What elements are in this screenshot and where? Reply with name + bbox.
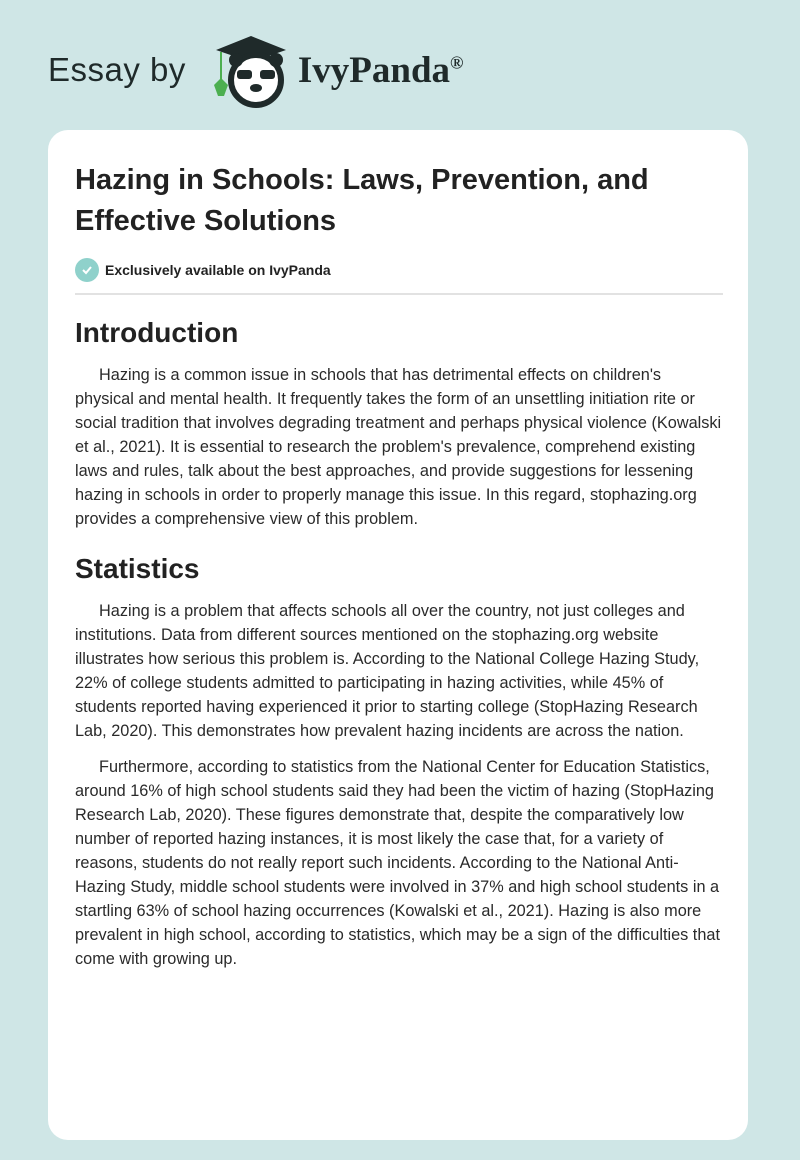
- check-icon: [75, 258, 99, 282]
- exclusive-badge: [75, 258, 723, 282]
- divider: [75, 293, 723, 295]
- section-heading: Introduction: [75, 317, 239, 348]
- essay-card: [48, 130, 748, 1140]
- ivypanda-logo-icon: [206, 30, 296, 110]
- brand-name: IvyPanda®: [297, 49, 464, 91]
- section-heading: Statistics: [75, 553, 200, 584]
- paragraph: Furthermore, according to statistics from the National Center for Education Statistics, around 16% of high school students said they had been the victim of hazing (StopHazing Research Lab, 2020). These figures demonstrate that, despite the comparatively low number of reported hazing instances, it is most likely the case that, for a variety of reasons, students do not really report such incidents. According to the National Anti-Hazing Study, middle school students were involved in 37% and high school students in a startling 63% of school hazing occurrences (Kowalski et al., 2021). Hazing is also more prevalent in high school, according to statistics, which may be a sign of the difficulties that come with growing up.: [75, 758, 720, 968]
- paragraph: Hazing is a common issue in schools that has detrimental effects on children's physical and mental health. It frequently takes the form of an unsettling initiation rite or social tradition that involves degrading treatment and perhaps physical violence (Kowalski et al., 2021). It is essential to research the problem's prevalence, comprehend existing laws and rules, talk about the best approaches, and provide suggestions for lessening hazing in schools in order to properly manage this issue. In this regard, stophazing.org provides a comprehensive view of this problem.: [75, 366, 722, 528]
- paragraph: Hazing is a problem that affects schools all over the country, not just colleges and institutions. Data from different sources mentioned on the stophazing.org website illustrates how serious this problem is. According to the National College Hazing Study, 22% of college students admitted to participating in hazing activities, while 45% of students reported having experienced it prior to starting college (StopHazing Research Lab, 2020). This demonstrates how prevalent hazing incidents are across the nation.: [75, 602, 700, 740]
- page-title: Hazing in Schools: Laws, Prevention, and Effective Solutions: [75, 164, 649, 237]
- site-header: [48, 30, 464, 110]
- essay-by-label: Essay by: [48, 51, 186, 88]
- badge-label: Exclusively available on IvyPanda: [105, 262, 331, 278]
